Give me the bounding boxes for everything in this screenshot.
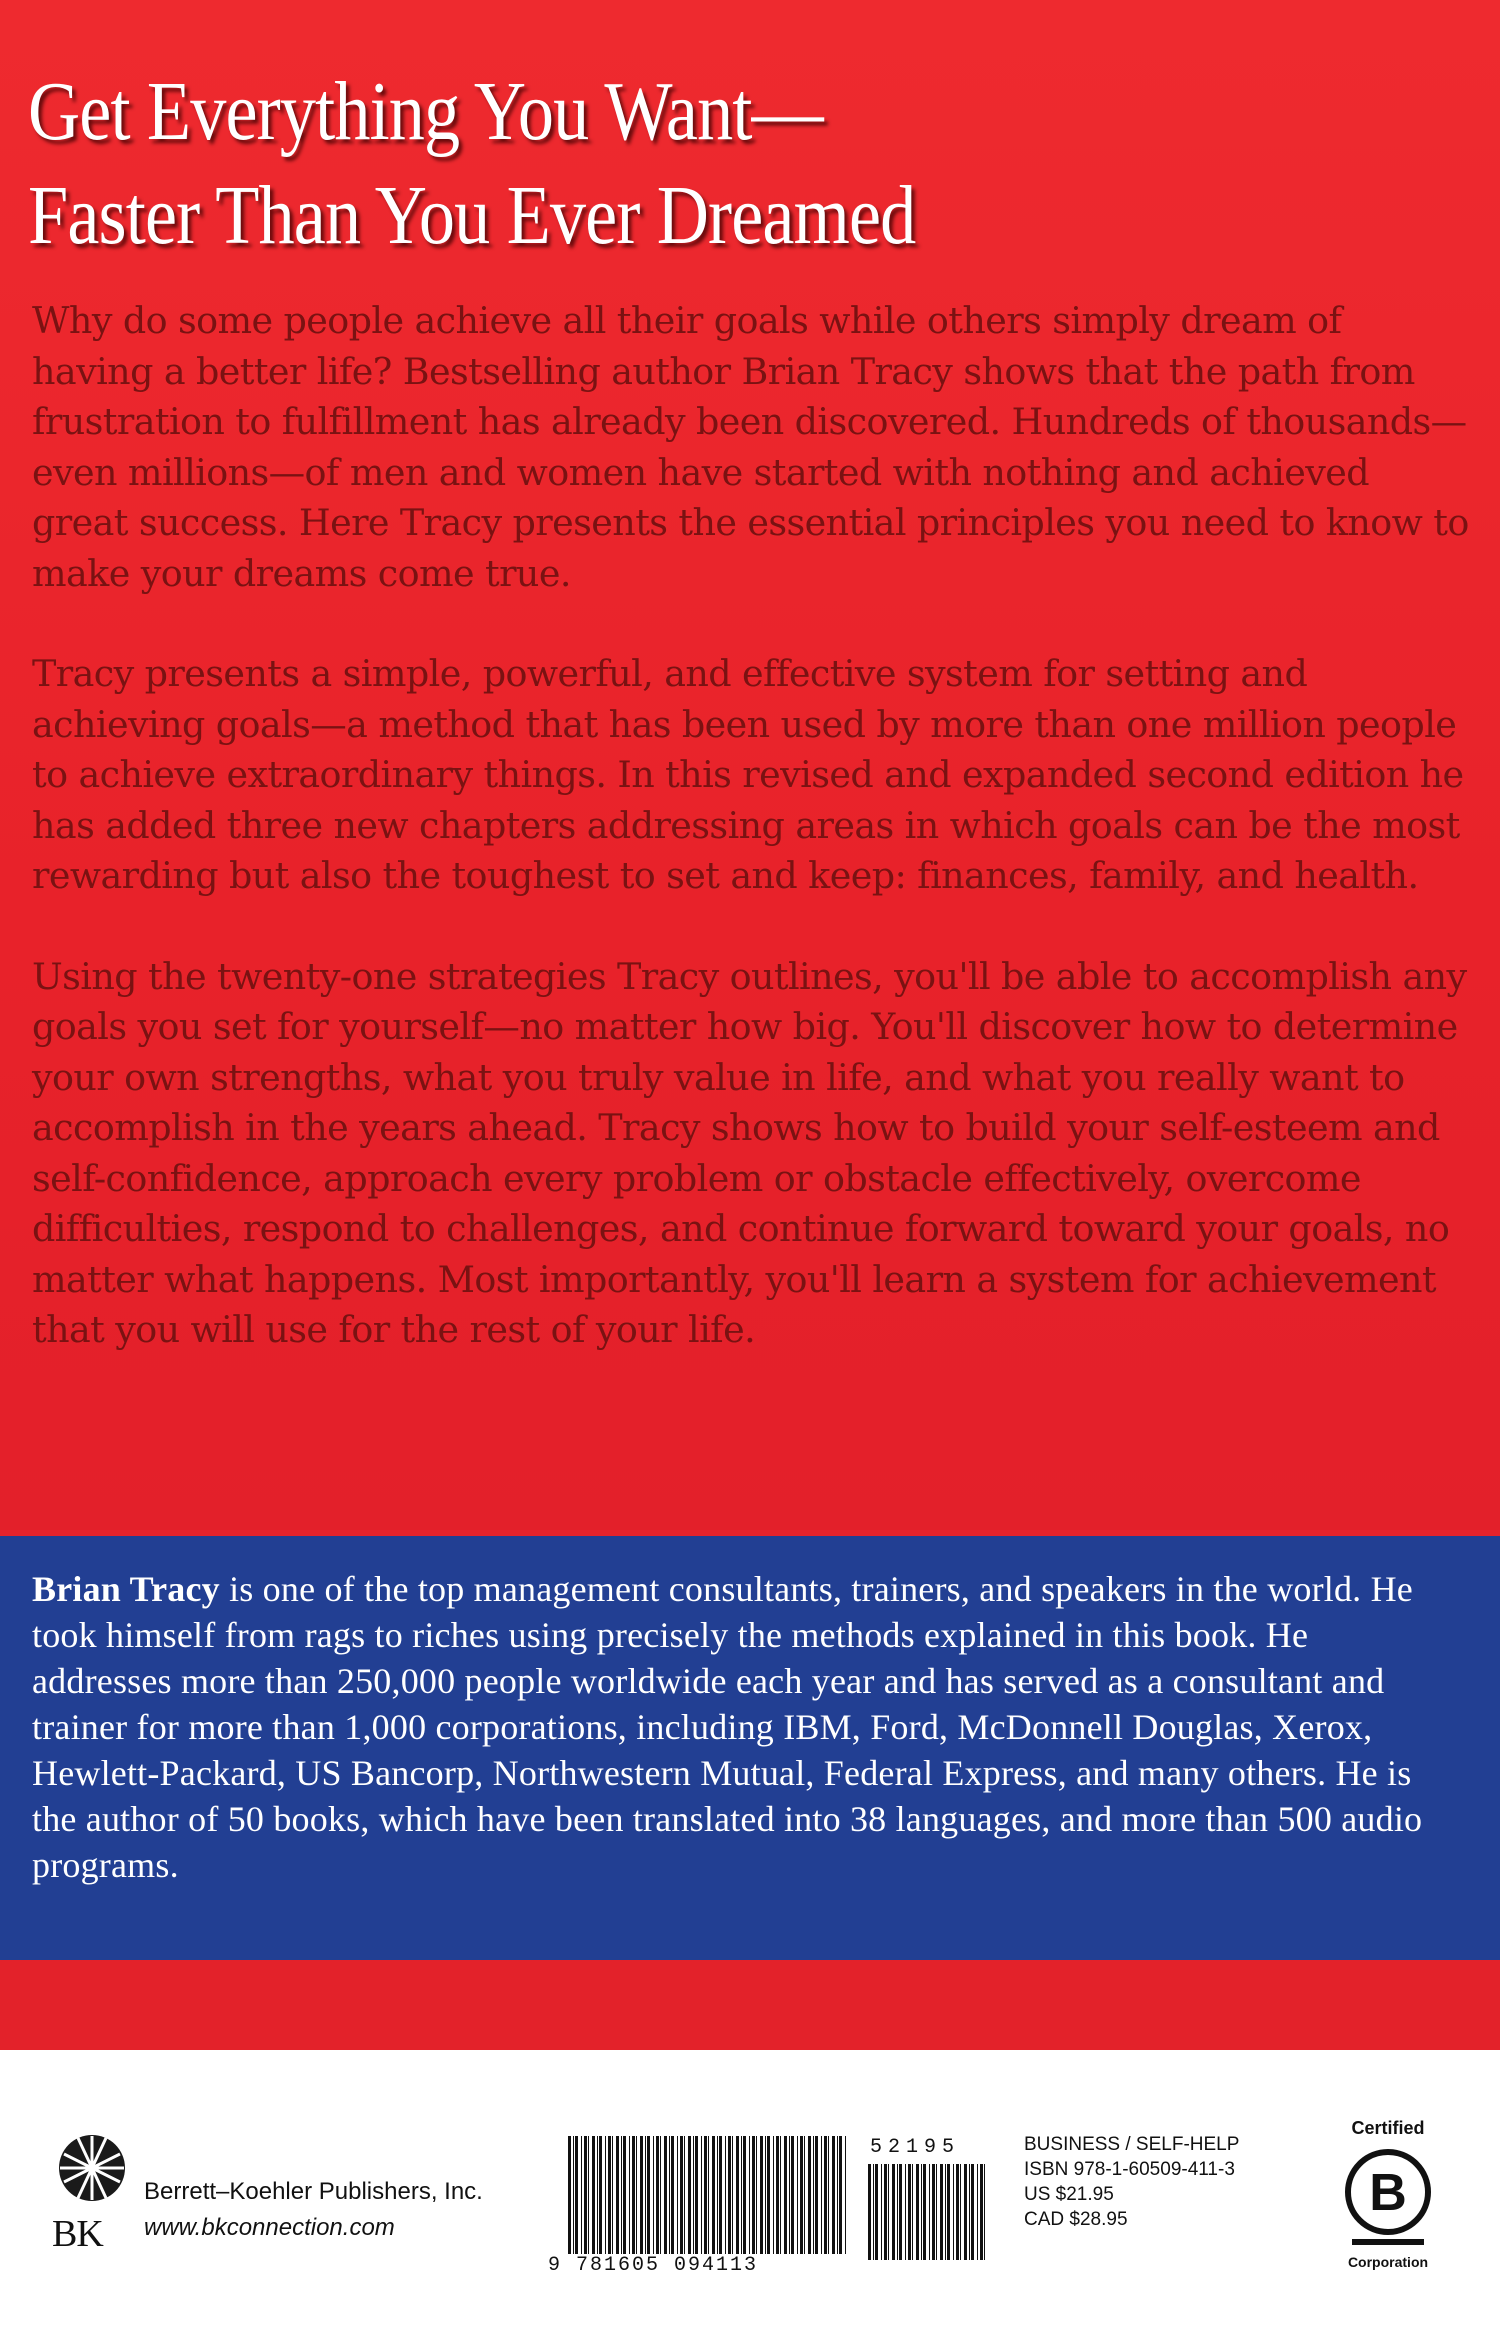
barcode-bar	[776, 2136, 779, 2254]
book-info	[1024, 2132, 1239, 2232]
barcode-bar	[780, 2136, 781, 2254]
book-isbn: ISBN 978-1-60509-411-3	[1024, 2159, 1235, 2180]
author-name: Brian Tracy	[32, 1569, 220, 1609]
barcode-bar	[969, 2164, 970, 2260]
barcode-bar	[916, 2164, 919, 2260]
barcode-bar	[656, 2136, 659, 2254]
barcode-bar	[712, 2136, 715, 2254]
barcode-bar	[677, 2136, 678, 2254]
barcode-bar	[573, 2136, 574, 2254]
barcode-bar	[588, 2136, 589, 2254]
barcode-bar	[605, 2136, 606, 2254]
barcode-bar	[708, 2136, 709, 2254]
barcode-bar	[797, 2136, 798, 2254]
barcode-bar	[824, 2136, 827, 2254]
b-corp-badge	[1334, 2118, 1442, 2278]
barcode-bar	[828, 2136, 829, 2254]
barcode-bar	[612, 2136, 613, 2254]
barcode-bar	[732, 2136, 733, 2254]
bk-logo-letters: BK	[52, 2213, 103, 2255]
barcode-bar	[684, 2136, 685, 2254]
barcode-bar	[892, 2164, 895, 2260]
barcode-bar	[760, 2136, 763, 2254]
barcode-bar	[980, 2164, 983, 2260]
barcode-bar	[800, 2136, 803, 2254]
barcode-bar	[929, 2164, 930, 2260]
barcode-bar	[592, 2136, 595, 2254]
headline-line-1: Get Everything You Want—	[28, 65, 823, 158]
barcode-bar	[749, 2136, 750, 2254]
barcode-bar	[608, 2136, 611, 2254]
barcode-bar	[839, 2136, 842, 2254]
barcode-bar	[736, 2136, 739, 2254]
barcode-bar	[813, 2136, 814, 2254]
barcode-bar	[971, 2164, 974, 2260]
isbn-barcode	[568, 2136, 850, 2254]
author-bio-text: is one of the top management consultants, trainers, and speakers in the world. He took himself from rags to riches using precisely the methods explained in this book. He addresses more than 250,000 people worldwide each year and has served as a consultant and trainer for more than 1,000 corporations, including IBM, Ford, McDonnell Douglas, Xerox, Hewlett-Packard, US Bancorp, Northwestern Mutual, Federal Express, and many others. He is the author of 50 books, which have been translated into 38 languages, and more than 500 audio programs.	[32, 1569, 1423, 1885]
barcode-bar	[568, 2136, 571, 2254]
description-paragraph-2: Tracy presents a simple, powerful, and effective system for setting and achieving goals—a method that has been used by more than one million people to achieve extraordinary things. In this revised and expanded second edition he has added three new chapters addressing areas in which goals can be the most rewarding but also the toughest to set and keep: finances, family, and health.	[32, 652, 1464, 897]
b-corp-certified-label: Certified	[1351, 2118, 1425, 2138]
barcode-bar	[908, 2164, 911, 2260]
barcode-bar	[899, 2164, 902, 2260]
barcode-bar	[964, 2164, 967, 2260]
barcode-bar	[645, 2136, 646, 2254]
barcode-bar	[621, 2136, 622, 2254]
barcode-bar	[821, 2136, 822, 2254]
price-addon-barcode	[868, 2164, 988, 2260]
svg-text:B: B	[1369, 2164, 1407, 2222]
description-paragraph-1: Why do some people achieve all their goals while others simply dream of having a better life? Bestselling author Brian Tracy shows that the path from frustration to fulfillment has already been discovered. Hundreds of thousands—even millions—of men and women have started with nothing and achieved great success. Here Tracy presents the essential principles you need to know to make your dreams come true.	[32, 299, 1469, 595]
headline-line-2: Faster Than You Ever Dreamed	[28, 169, 916, 262]
description	[32, 296, 1472, 1406]
barcode-bar	[636, 2136, 637, 2254]
barcode-bar	[688, 2136, 691, 2254]
barcode-bar	[923, 2164, 926, 2260]
price-cad: CAD $28.95	[1024, 2209, 1128, 2230]
barcode-bar	[815, 2136, 818, 2254]
barcode-bar	[773, 2136, 774, 2254]
barcode-bar	[947, 2164, 950, 2260]
barcode-bar	[960, 2164, 961, 2260]
barcode-bar	[599, 2136, 602, 2254]
bk-logo-icon	[56, 2132, 128, 2204]
barcode-bar	[932, 2164, 935, 2260]
author-bio	[32, 1566, 1452, 1888]
barcode-bar	[701, 2136, 702, 2254]
cover-red-strip	[0, 1960, 1500, 2050]
barcode-bar	[597, 2136, 598, 2254]
barcode-bar	[647, 2136, 650, 2254]
barcode-bar	[616, 2136, 619, 2254]
barcode-bar	[789, 2136, 790, 2254]
barcode-bar	[921, 2164, 922, 2260]
barcode-bar	[629, 2136, 630, 2254]
barcode-bar	[767, 2136, 770, 2254]
barcode-bar	[765, 2136, 766, 2254]
barcode-bar	[584, 2136, 587, 2254]
publisher-url: www.bkconnection.com	[144, 2214, 395, 2241]
barcode-bar	[984, 2164, 985, 2260]
barcode-bar	[804, 2136, 805, 2254]
b-corp-corporation-label: Corporation	[1347, 2254, 1429, 2270]
barcode-bar	[704, 2136, 707, 2254]
barcode-bar	[756, 2136, 757, 2254]
barcode-bar	[640, 2136, 643, 2254]
barcode-bar	[693, 2136, 694, 2254]
barcode-bar	[940, 2164, 943, 2260]
barcode-bar	[743, 2136, 746, 2254]
barcode-bar	[680, 2136, 683, 2254]
barcode-bar	[953, 2164, 954, 2260]
barcode-bar	[575, 2136, 578, 2254]
barcode-bar	[832, 2136, 835, 2254]
barcode-bar	[741, 2136, 742, 2254]
barcode-bar	[719, 2136, 722, 2254]
barcode-bar	[837, 2136, 838, 2254]
barcode-bar	[581, 2136, 582, 2254]
barcode-bar	[632, 2136, 635, 2254]
barcode-bar	[884, 2164, 887, 2260]
barcode-bar	[669, 2136, 670, 2254]
barcode-bar	[660, 2136, 661, 2254]
barcode-bar	[664, 2136, 667, 2254]
barcode-bar	[725, 2136, 726, 2254]
cover-headline	[28, 60, 1266, 268]
barcode-bar	[881, 2164, 882, 2260]
barcode-bar	[671, 2136, 674, 2254]
b-corp-icon	[1340, 2144, 1436, 2248]
barcode-bar	[784, 2136, 787, 2254]
barcode-bar	[936, 2164, 937, 2260]
barcode-bar	[623, 2136, 626, 2254]
barcode-bar	[945, 2164, 946, 2260]
price-addon-number: 52195	[870, 2136, 961, 2159]
barcode-bar	[897, 2164, 898, 2260]
barcode-bar	[728, 2136, 731, 2254]
barcode-bar	[912, 2164, 913, 2260]
barcode-bar	[845, 2136, 846, 2254]
publisher-name: Berrett–Koehler Publishers, Inc.	[144, 2178, 483, 2205]
barcode-bar	[791, 2136, 794, 2254]
barcode-bar	[717, 2136, 718, 2254]
barcode-bar	[905, 2164, 906, 2260]
barcode-bar	[868, 2164, 871, 2260]
barcode-bar	[653, 2136, 654, 2254]
barcode-digits: 9 781605 094113	[548, 2254, 759, 2277]
barcode-bar	[875, 2164, 878, 2260]
barcode-bar	[695, 2136, 698, 2254]
barcode-bar	[873, 2164, 874, 2260]
barcode-bar	[977, 2164, 978, 2260]
price-us: US $21.95	[1024, 2184, 1114, 2205]
barcode-bar	[888, 2164, 889, 2260]
book-category: BUSINESS / SELF-HELP	[1024, 2134, 1240, 2155]
description-paragraph-3: Using the twenty-one strategies Tracy outlines, you'll be able to accomplish any goals you set for yourself—no matter how big. You'll discover how to determine your own strengths, what you truly value in life, and what you really want to accomplish in the years ahead. Tracy shows how to build your self-esteem and self-confidence, approach every problem or obstacle effectively, overcome difficulties, respond to challenges, and continue forward toward your goals, no matter what happens. Most importantly, you'll learn a system for achievement that you will use for the rest of your life.	[32, 954, 1467, 1351]
barcode-bar	[752, 2136, 755, 2254]
barcode-bar	[956, 2164, 959, 2260]
barcode-bar	[808, 2136, 811, 2254]
